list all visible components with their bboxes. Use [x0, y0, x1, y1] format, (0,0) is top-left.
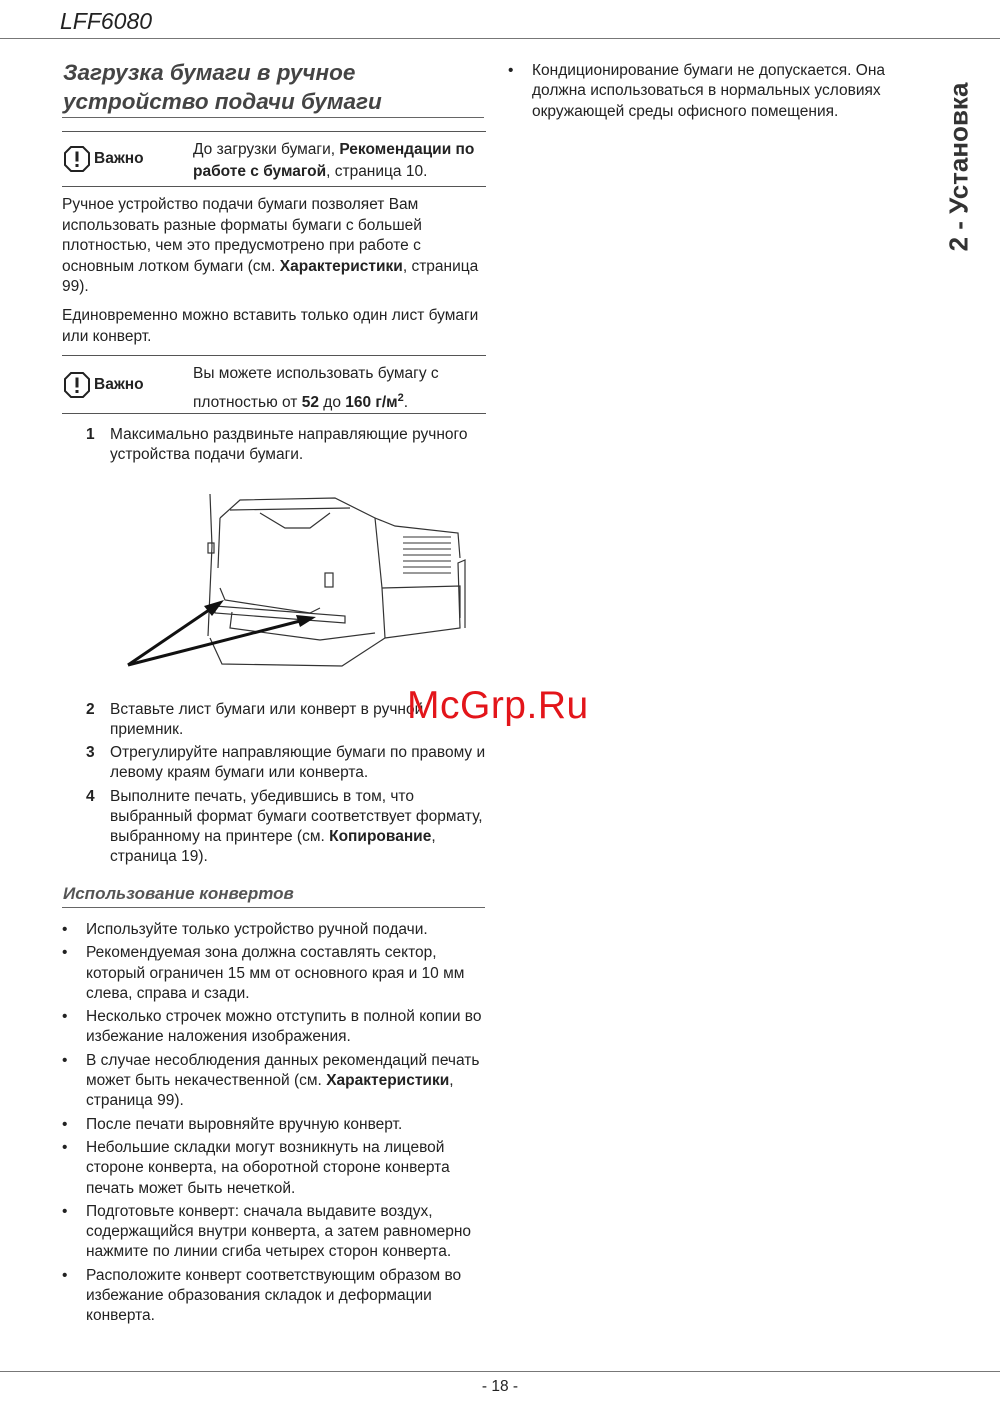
list-item-text: После печати выровняйте вручную конверт. — [86, 1115, 403, 1133]
chapter-side-tab-label: 2 - Установка — [943, 82, 974, 252]
bullet-mark: • — [62, 921, 68, 938]
paragraph-1-text-a: Ручное устройство подачи бумаги позволяет Вам использовать разные форматы бумаги с большей плотностью, чем это предусмотрено при работе с основным лотком бумаги (см. — [62, 196, 422, 275]
list-item — [62, 1007, 488, 1048]
note-2-weight-min: 52 — [301, 394, 319, 412]
step-1 — [86, 425, 486, 465]
step-text: Отрегулируйте направляющие бумаги по правому и левому краям бумаги или конверта. — [110, 744, 486, 781]
important-icon — [62, 144, 92, 174]
bullet-mark: • — [62, 1051, 68, 1069]
bullet-mark: • — [62, 1115, 68, 1133]
list-item-text: Небольшие складки могут возникнуть на лицевой стороне конверта, на оборотной стороне конверта печать может быть нечеткой. — [86, 1138, 450, 1197]
note-2-bottom-rule — [62, 413, 486, 414]
note-2-label — [62, 370, 144, 400]
note-1-text — [193, 139, 483, 183]
step-4-text-a: Выполните печать, убедившись в том, что выбранный формат бумаги соответствует формату, выбранному на принтере (см. — [110, 788, 483, 845]
note-1-text-c: , страница 10. — [326, 163, 428, 180]
right-column-bullet-list — [508, 61, 920, 125]
section-title — [63, 58, 483, 116]
section-title-underline — [62, 117, 484, 118]
bullet-mark: • — [62, 944, 68, 962]
note-2-superscript: 2 — [397, 392, 404, 404]
list-item-text: Используйте только устройство ручной подачи. — [86, 921, 428, 938]
list-item-text: Рекомендуемая зона должна составлять сектор, который ограничен 15 мм от основного края и 10 мм слева, справа и сзади. — [86, 944, 465, 1002]
note-1-reference-link[interactable]: Рекомендации по работе с бумагой — [193, 141, 475, 180]
list-item — [62, 1138, 488, 1199]
list-item-text: Расположите конверт соответствующим образом во избежание образования складок и деформации конверта. — [86, 1266, 462, 1325]
header-divider — [0, 38, 1000, 39]
step-4 — [86, 787, 486, 867]
document-header-title: LFF6080 — [60, 8, 153, 34]
note-2-text-a: Вы можете использовать бумагу с плотностью от — [193, 365, 439, 412]
paragraph-single-sheet: Единовременно можно вставить только один лист бумаги или конверт. — [62, 307, 479, 345]
step-3 — [86, 743, 486, 783]
paragraph-1-text-c: , страница 99). — [62, 257, 479, 295]
list-item — [62, 1115, 488, 1135]
list-item-text: Кондиционирование бумаги не допускается. Она должна использоваться в нормальных условиях окружающей среды офисного помещения. — [532, 62, 885, 120]
note-1-text-a: До загрузки бумаги, — [193, 141, 340, 158]
list-item — [62, 943, 488, 1004]
note-2-text-c: . — [403, 394, 409, 412]
printer-manual-feeder-illustration — [120, 488, 470, 673]
note-1-top-rule — [62, 131, 486, 132]
bullet-mark: • — [508, 62, 514, 79]
step-text — [110, 787, 486, 867]
list-item — [62, 1266, 488, 1327]
bullet-mark: • — [62, 1138, 68, 1156]
step-4-reference[interactable]: Копирование — [329, 828, 432, 845]
step-number: 2 — [86, 701, 95, 718]
paragraph-1-reference[interactable]: Характеристики — [279, 257, 403, 275]
note-2-weight-max: 160 г/м — [345, 394, 398, 412]
bullet-mark: • — [62, 1008, 68, 1026]
subsection-underline — [62, 907, 485, 908]
section-title-line-1: Загрузка бумаги в ручное — [63, 60, 356, 85]
step-text: Максимально раздвиньте направляющие ручного устройства подачи бумаги. — [110, 426, 468, 463]
watermark-logo: McGrp.Ru — [407, 684, 589, 727]
note-2-top-rule — [62, 355, 486, 356]
list-item-text-a: В случае несоблюдения данных рекомендаций печать может быть некачественной (см. — [86, 1051, 480, 1090]
list-item-reference[interactable]: Характеристики — [326, 1072, 450, 1090]
note-2-text-b: до — [318, 394, 346, 412]
list-item — [62, 1051, 488, 1112]
important-icon — [62, 370, 92, 400]
chapter-side-tab — [936, 62, 982, 272]
page-number: - 18 - — [481, 1378, 519, 1395]
list-item-text: Подготовьте конверт: сначала выдавите воздух, содержащийся внутри конверта, а затем равномерно нажмите по линии сгиба четырех сторон конверта. — [86, 1202, 472, 1261]
step-text: Вставьте лист бумаги или конверт в ручной приемник. — [110, 701, 424, 738]
step-number: 1 — [86, 426, 95, 443]
step-4-text-c: , страница 19). — [110, 828, 436, 865]
list-item — [62, 920, 488, 940]
note-1-bottom-rule — [62, 186, 486, 187]
list-item — [62, 1202, 488, 1263]
bullet-mark: • — [62, 1202, 68, 1220]
section-title-line-2: устройство подачи бумаги — [63, 89, 382, 114]
note-1-label — [62, 144, 144, 174]
paragraph-manual-feeder — [62, 195, 487, 298]
note-2-label-text: Важно — [94, 376, 144, 393]
list-item-text: Несколько строчек можно отступить в полной копии во избежание наложения изображения. — [86, 1008, 482, 1046]
note-2-text — [193, 362, 483, 415]
step-number: 4 — [86, 788, 95, 805]
subsection-title: Использование конвертов — [63, 884, 294, 903]
envelope-bullet-list — [62, 920, 488, 1330]
footer-divider — [0, 1371, 1000, 1372]
bullet-mark: • — [62, 1266, 68, 1284]
note-1-label-text: Важно — [94, 150, 144, 167]
list-item — [508, 61, 920, 122]
step-number: 3 — [86, 744, 95, 761]
list-item-text-c: , страница 99). — [86, 1072, 454, 1110]
